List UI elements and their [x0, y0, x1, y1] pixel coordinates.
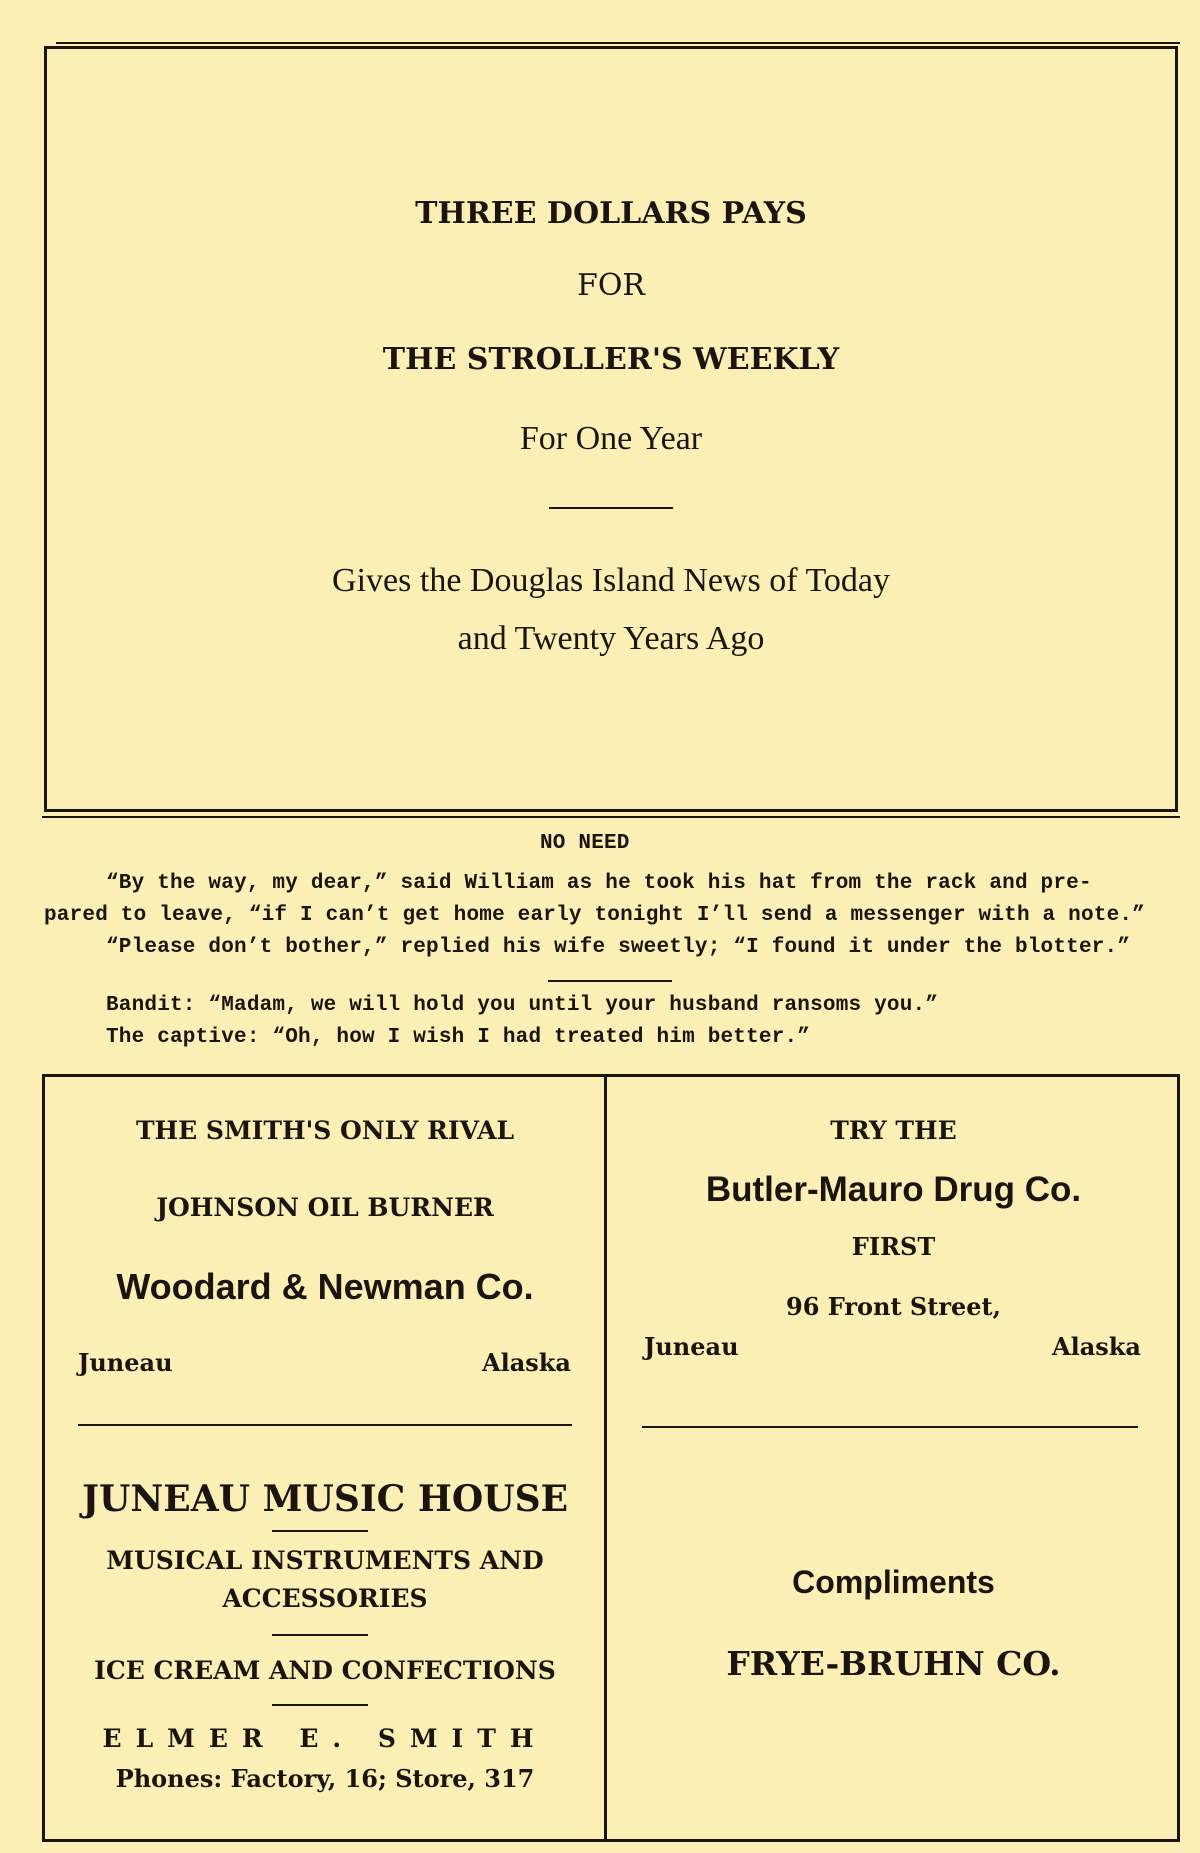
subscription-line-6: and Twenty Years Ago — [457, 620, 765, 657]
drug-city: Juneau — [644, 1332, 739, 1361]
drug-line-2: FIRST — [851, 1232, 936, 1261]
subscription-line-2: FOR — [577, 268, 645, 303]
subscription-line-3: THE STROLLER'S WEEKLY — [382, 342, 840, 377]
joke-title: NO NEED — [540, 832, 630, 855]
joke-line-2: pared to leave, “if I can’t get home early tonight I’ll send a messenger with a note.” — [44, 904, 1145, 927]
top-rule — [56, 42, 1180, 44]
woodard-city: Juneau — [78, 1348, 173, 1377]
music-divider-1 — [272, 1530, 368, 1532]
music-phones: Phones: Factory, 16; Store, 317 — [115, 1764, 535, 1793]
drug-company: Butler-Mauro Drug Co. — [705, 1170, 1082, 1209]
music-line-2: ACCESSORIES — [222, 1584, 428, 1613]
woodard-line-1: THE SMITH'S ONLY RIVAL — [135, 1116, 515, 1145]
music-divider-2 — [272, 1634, 368, 1636]
woodard-state: Alaska — [482, 1348, 571, 1377]
frye-company: FRYE-BRUHN CO. — [726, 1644, 1061, 1683]
drug-state: Alaska — [1052, 1332, 1141, 1361]
music-line-1: MUSICAL INSTRUMENTS AND — [106, 1546, 544, 1575]
frye-line-1: Compliments — [792, 1564, 995, 1600]
subscription-line-4: For One Year — [519, 420, 703, 457]
music-divider-3 — [272, 1704, 368, 1706]
drug-divider — [642, 1426, 1138, 1428]
joke-divider — [548, 980, 672, 982]
drug-address: 96 Front Street, — [786, 1292, 1001, 1321]
joke2-line-2: The captive: “Oh, how I wish I had treated him better.” — [106, 1026, 811, 1049]
section-rule — [42, 816, 1180, 818]
joke2-line-1: Bandit: “Madam, we will hold you until your husband ransoms you.” — [106, 994, 939, 1017]
music-house-name: JUNEAU MUSIC HOUSE — [81, 1478, 569, 1520]
woodard-divider — [78, 1424, 572, 1426]
drug-line-1: TRY THE — [830, 1116, 957, 1145]
music-line-3: ICE CREAM AND CONFECTIONS — [94, 1656, 556, 1685]
woodard-company: Woodard & Newman Co. — [116, 1266, 534, 1307]
subscription-line-5: Gives the Douglas Island News of Today — [332, 562, 890, 599]
joke-line-3: “Please don’t bother,” replied his wife sweetly; “I found it under the blotter.” — [106, 936, 1131, 959]
music-owner: ELMER E. SMITH — [102, 1724, 548, 1753]
subscription-divider — [549, 507, 673, 509]
joke-line-1: “By the way, my dear,” said William as he took his hat from the rack and pre- — [106, 872, 1092, 895]
subscription-line-1: THREE DOLLARS PAYS — [415, 196, 807, 231]
woodard-line-2: JOHNSON OIL BURNER — [156, 1193, 494, 1222]
